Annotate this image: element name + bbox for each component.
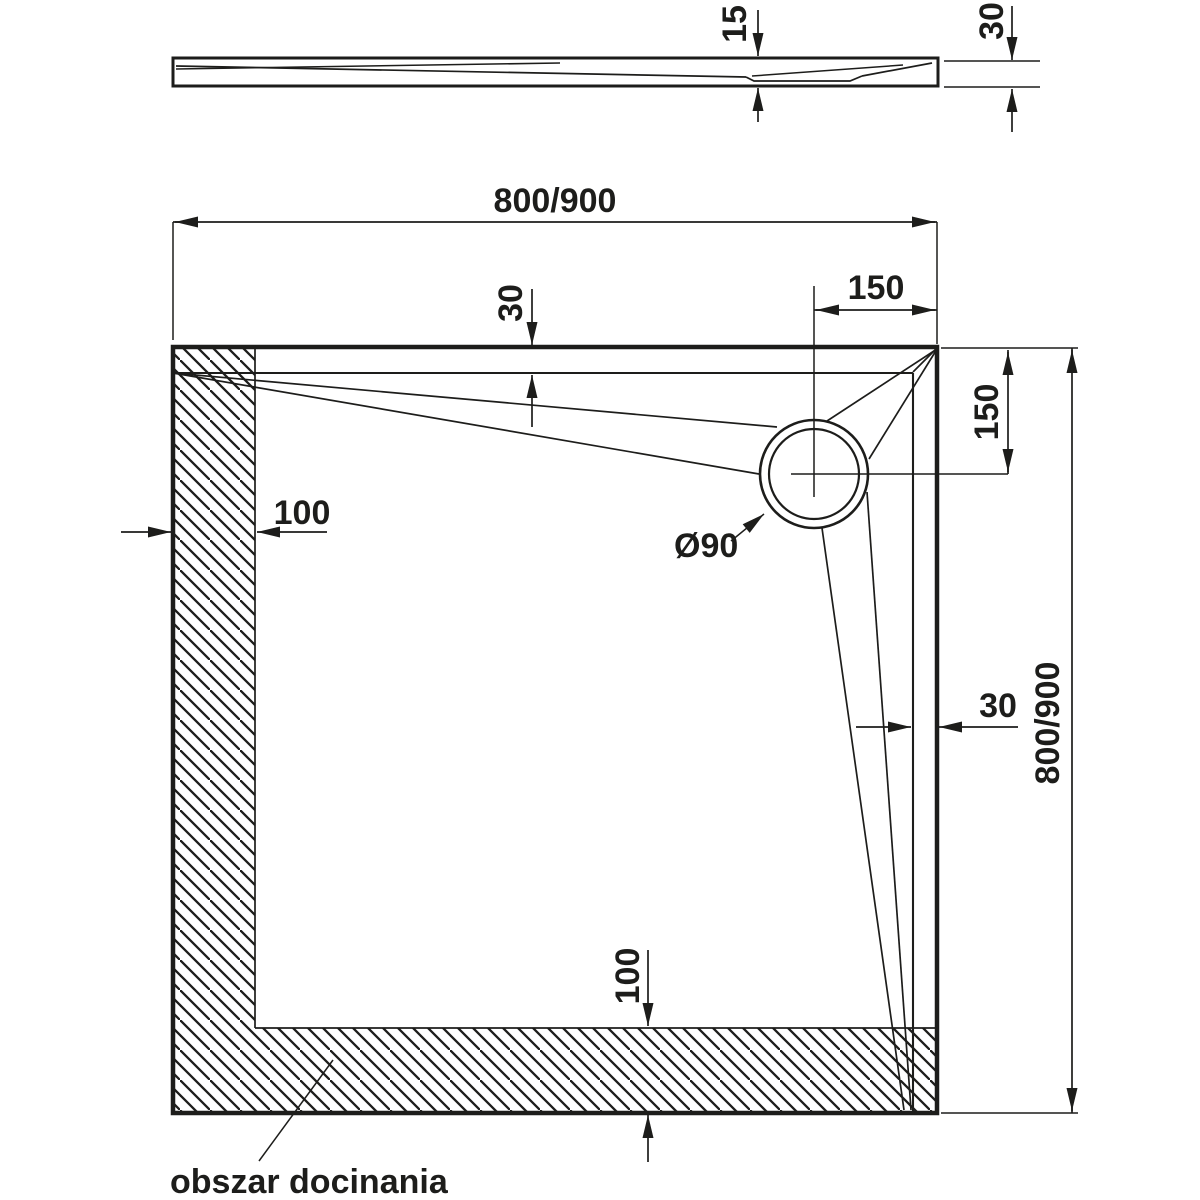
dim-width-label: 800/900 (493, 182, 617, 220)
dim-drain-offset-right (941, 348, 1078, 474)
dim-drain-offset-top (814, 269, 937, 310)
dim-height-label: 800/900 (1029, 661, 1067, 785)
dim-width-top (173, 182, 937, 344)
plan-view (121, 182, 1078, 1200)
fold-line-topleft-a (173, 373, 777, 427)
fold-line-topright-b (869, 349, 937, 459)
dim-total-height (944, 2, 1040, 132)
dim-30side-label: 30 (973, 2, 1011, 40)
fold-line-bottomright-b (822, 528, 904, 1110)
dim-rimright-label: 30 (979, 687, 1017, 725)
dim-height-right (941, 348, 1078, 1113)
fold-line-topright-a (827, 349, 937, 421)
dim-rimtop-label: 30 (492, 284, 530, 322)
dim-150right-label: 150 (968, 383, 1006, 441)
dim-100left-label: 100 (273, 494, 331, 532)
dim-15-label: 15 (716, 5, 754, 43)
drain-diameter-label: Ø90 (674, 527, 739, 565)
fold-line-bottomright-a (867, 492, 911, 1110)
dim-rim-top (492, 284, 532, 427)
dim-150top-label: 150 (847, 269, 905, 307)
dim-100bottom-label: 100 (609, 947, 647, 1005)
fold-line-topleft-b (173, 373, 759, 474)
trim-area-label: obszar docinania (170, 1163, 448, 1200)
side-view (173, 2, 1040, 132)
drain-diameter-callout (674, 514, 764, 565)
